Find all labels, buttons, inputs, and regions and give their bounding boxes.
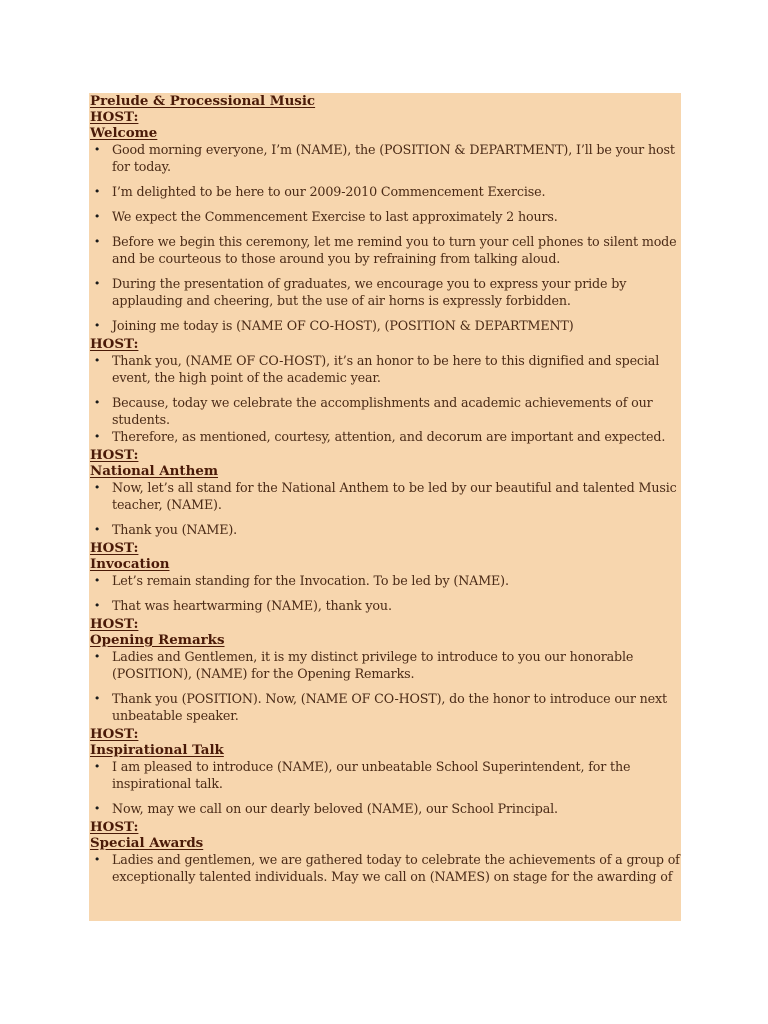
list-item-text: That was heartwarming (NAME), thank you. (112, 598, 392, 613)
list-item-text: Let’s remain standing for the Invocation. To be led by (NAME). (112, 573, 509, 588)
list-item (90, 428, 681, 445)
section-host-intro (90, 336, 681, 445)
bullet-icon: • (93, 396, 101, 409)
list-item-text: Joining me today is (NAME OF CO-HOST), (POSITION & DEPARTMENT) (112, 318, 574, 333)
list-item (90, 597, 681, 614)
list-item (90, 479, 681, 513)
list-item (90, 521, 681, 538)
bullet-icon: • (93, 523, 101, 536)
bullet-list (90, 352, 681, 445)
heading-host: HOST: (90, 726, 139, 742)
heading-welcome: Welcome (90, 125, 158, 141)
bullet-icon: • (93, 235, 101, 248)
heading-opening-remarks: Opening Remarks (90, 632, 225, 648)
bullet-list (90, 758, 681, 817)
list-item-text: We expect the Commencement Exercise to last approximately 2 hours. (112, 209, 558, 224)
bullet-icon: • (93, 760, 101, 773)
bullet-list (90, 572, 681, 614)
list-item (90, 394, 681, 428)
bullet-icon: • (93, 430, 101, 443)
list-item (90, 275, 681, 309)
bullet-icon: • (93, 574, 101, 587)
bullet-icon: • (93, 185, 101, 198)
list-item-text: Ladies and gentlemen, we are gathered today to celebrate the achievements of a group of exceptionally talented individuals. May we call on (NAMES) on stage for the awarding of (112, 852, 680, 884)
list-item (90, 233, 681, 267)
list-item-text: Good morning everyone, I’m (NAME), the (POSITION & DEPARTMENT), I’ll be your host for today. (112, 142, 675, 174)
bullet-list (90, 851, 681, 885)
section-inspirational-talk (90, 726, 681, 817)
section-invocation (90, 540, 681, 614)
list-item-text: Thank you (POSITION). Now, (NAME OF CO-HOST), do the honor to introduce our next unbeatable speaker. (112, 691, 667, 723)
list-item (90, 141, 681, 175)
list-item (90, 690, 681, 724)
list-item-text: During the presentation of graduates, we encourage you to express your pride by applauding and cheering, but the use of air horns is expressly forbidden. (112, 276, 627, 308)
bullet-icon: • (93, 481, 101, 494)
list-item-text: Now, may we call on our dearly beloved (NAME), our School Principal. (112, 801, 558, 816)
heading-invocation: Invocation (90, 556, 170, 572)
bullet-icon: • (93, 143, 101, 156)
section-opening-remarks (90, 616, 681, 724)
list-item-text: Because, today we celebrate the accomplishments and academic achievements of our students. (112, 395, 653, 427)
section-welcome (90, 93, 681, 334)
heading-prelude: Prelude & Processional Music (90, 93, 316, 109)
bullet-icon: • (93, 277, 101, 290)
document-page (89, 93, 681, 921)
bullet-list (90, 141, 681, 334)
bullet-icon: • (93, 853, 101, 866)
bullet-icon: • (93, 650, 101, 663)
section-national-anthem (90, 447, 681, 538)
list-item-text: Before we begin this ceremony, let me remind you to turn your cell phones to silent mode and be courteous to those around you by refraining from talking aloud. (112, 234, 677, 266)
list-item (90, 183, 681, 200)
heading-host: HOST: (90, 109, 139, 125)
list-item (90, 317, 681, 334)
bullet-icon: • (93, 599, 101, 612)
bullet-icon: • (93, 692, 101, 705)
heading-host: HOST: (90, 616, 139, 632)
heading-special-awards: Special Awards (90, 835, 204, 851)
heading-inspirational-talk: Inspirational Talk (90, 742, 224, 758)
bullet-list (90, 479, 681, 538)
heading-host: HOST: (90, 540, 139, 556)
list-item-text: Thank you (NAME). (112, 522, 238, 537)
heading-host: HOST: (90, 447, 139, 463)
list-item-text: Ladies and Gentlemen, it is my distinct privilege to introduce to you our honorable (POSITION), (NAME) for the Opening Remarks. (112, 649, 634, 681)
heading-national-anthem: National Anthem (90, 463, 219, 479)
list-item-text: Now, let’s all stand for the National Anthem to be led by our beautiful and talented Music teacher, (NAME). (112, 480, 677, 512)
list-item (90, 800, 681, 817)
program-script (89, 93, 681, 885)
list-item (90, 572, 681, 589)
bullet-icon: • (93, 354, 101, 367)
list-item-text: I am pleased to introduce (NAME), our unbeatable School Superintendent, for the inspirational talk. (112, 759, 631, 791)
heading-host: HOST: (90, 336, 139, 352)
bullet-icon: • (93, 802, 101, 815)
list-item (90, 648, 681, 682)
list-item (90, 851, 681, 885)
list-item (90, 352, 681, 386)
list-item-text: I’m delighted to be here to our 2009-2010 Commencement Exercise. (112, 184, 546, 199)
bullet-icon: • (93, 210, 101, 223)
bullet-list (90, 648, 681, 724)
list-item-text: Therefore, as mentioned, courtesy, attention, and decorum are important and expected. (112, 429, 666, 444)
bullet-icon: • (93, 319, 101, 332)
list-item (90, 758, 681, 792)
heading-host: HOST: (90, 819, 139, 835)
list-item-text: Thank you, (NAME OF CO-HOST), it’s an honor to be here to this dignified and special event, the high point of the academic year. (112, 353, 660, 385)
list-item (90, 208, 681, 225)
section-special-awards (90, 819, 681, 885)
